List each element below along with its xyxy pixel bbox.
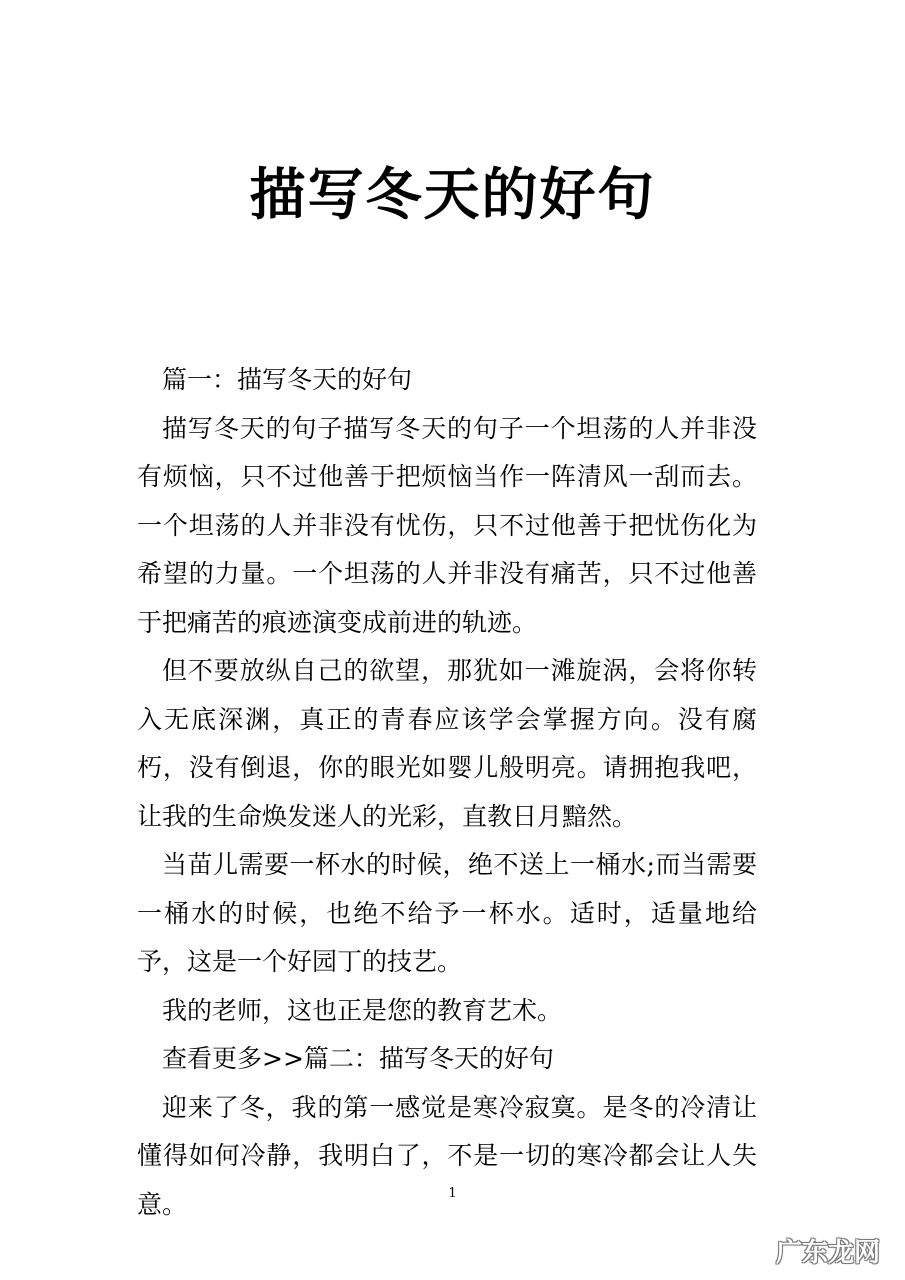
document-title: 描写冬天的好句: [249, 162, 656, 228]
section-heading: 查看更多>>篇二：描写冬天的好句: [162, 1044, 554, 1073]
watermark-logo: 广东龙网: [775, 1238, 880, 1268]
body-paragraph: 迎来了冬，我的第一感觉是寒冷寂寞。是冬的冷清让懂得如何冷静，我明白了，不是一切的寒冷都会让人失意。: [137, 1092, 757, 1219]
section-heading: 篇一：描写冬天的好句: [162, 365, 413, 394]
body-paragraph: 但不要放纵自己的欲望，那犹如一滩旋涡，会将你转入无底深渊，真正的青春应该学会掌握方向。没有腐朽，没有倒退，你的眼光如婴儿般明亮。请拥抱我吧，让我的生命焕发迷人的光彩，直教日月黯然。: [137, 656, 757, 831]
body-paragraph: 我的老师，这也正是您的教育艺术。: [162, 995, 563, 1025]
body-paragraph: 描写冬天的句子描写冬天的句子一个坦荡的人并非没有烦恼，只不过他善于把烦恼当作一阵清风一刮而去。一个坦荡的人并非没有忧伤，只不过他善于把忧伤化为希望的力量。一个坦荡的人并非没有痛苦，只不过他善于把痛苦的痕迹演变成前进的轨迹。: [137, 413, 757, 637]
body-paragraph: 当苗儿需要一杯水的时候，绝不送上一桶水;而当需要一桶水的时候，也绝不给予一杯水。适时，适量地给予，这是一个好园丁的技艺。: [137, 850, 757, 976]
page-number: 1: [448, 1186, 457, 1201]
document-body: [137, 356, 757, 1229]
